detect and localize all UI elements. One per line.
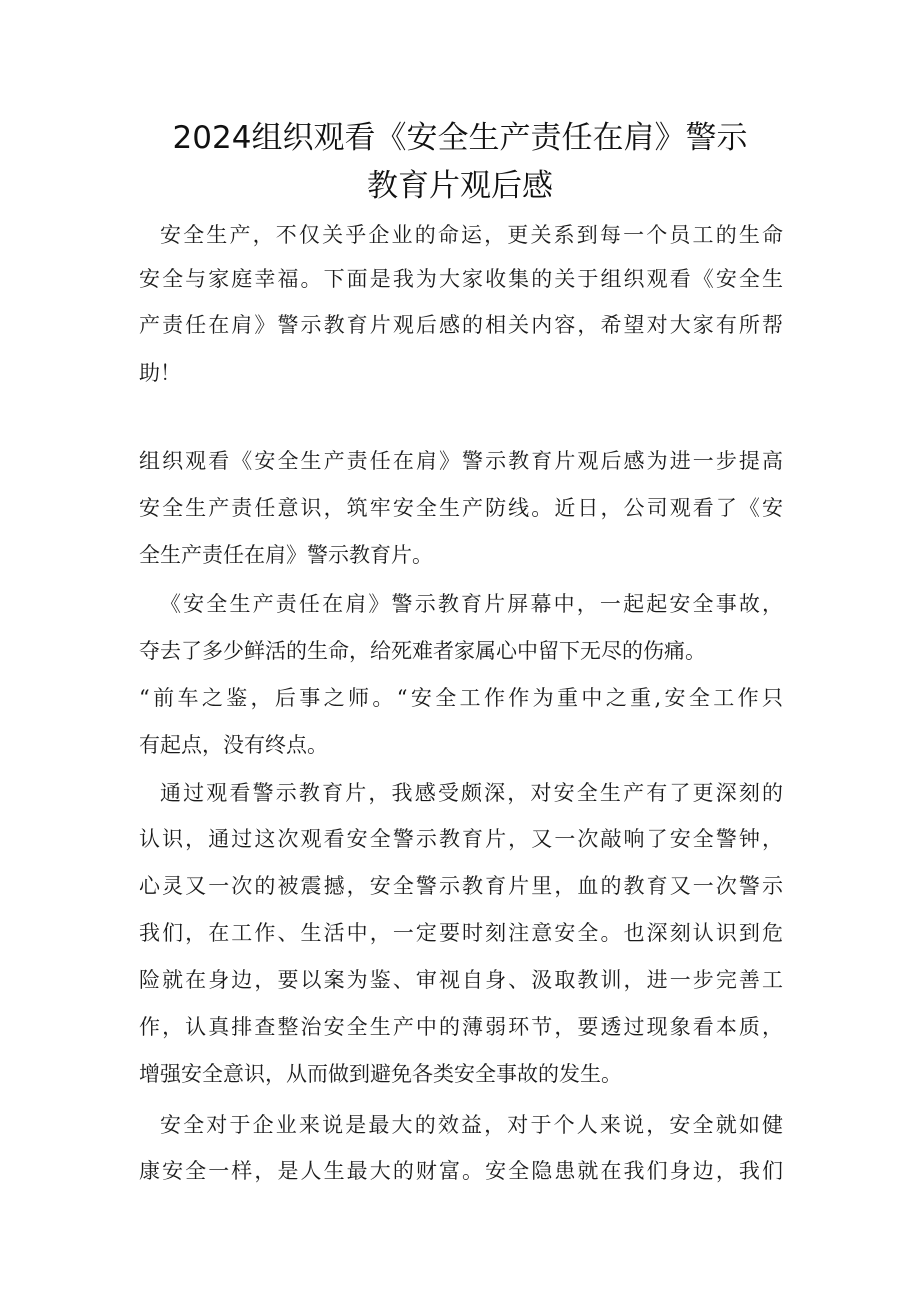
para2-line-4: 有起点，没有终点。 xyxy=(139,733,328,757)
para3-line-4: 我们，在工作、生活中，一定要时刻注意安全。也深刻认识到危 xyxy=(139,921,783,945)
para1-line-2: 安全生产责任意识，筑牢安全生产防线。近日，公司观看了《安 xyxy=(139,496,783,520)
para3-line-6: 作，认真排查整治安全生产中的薄弱环节，要透过现象看本质， xyxy=(139,1015,783,1039)
document-title-line-1: 2024组织观看《安全生产责任在肩》警示 xyxy=(172,120,748,156)
para2-line-1: 《安全生产责任在肩》警示教育片屏幕中，一起起安全事故， xyxy=(160,592,783,616)
document-title-line-2: 教育片观后感 xyxy=(367,168,553,204)
para3-line-7: 增强安全意识，从而做到避免各类安全事故的发生。 xyxy=(139,1062,622,1086)
intro-line-3: 产责任在肩》警示教育片观后感的相关内容，希望对大家有所帮 xyxy=(139,313,783,337)
para3-line-3: 心灵又一次的被震撼，安全警示教育片里，血的教育又一次警示 xyxy=(139,874,783,898)
intro-line-2: 安全与家庭幸福。下面是我为大家收集的关于组织观看《安全生 xyxy=(139,267,783,291)
para1-line-3: 全生产责任在肩》警示教育片。 xyxy=(139,543,433,567)
para3-line-5: 险就在身边，要以案为鉴、审视自身、汲取教训，进一步完善工 xyxy=(139,968,783,992)
para2-line-3: “前车之鉴，后事之师。“安全工作作为重中之重,安全工作只 xyxy=(139,686,783,710)
intro-line-4: 助！ xyxy=(139,361,181,385)
para2-line-2: 夺去了多少鲜活的生命，给死难者家属心中留下无尽的伤痛。 xyxy=(139,639,706,663)
para1-line-1: 组织观看《安全生产责任在肩》警示教育片观后感为进一步提高 xyxy=(139,449,783,473)
para4-line-1: 安全对于企业来说是最大的效益，对于个人来说，安全就如健 xyxy=(160,1113,783,1137)
intro-line-1: 安全生产，不仅关乎企业的命运，更关系到每一个员工的生命 xyxy=(160,223,783,247)
para4-line-2: 康安全一样，是人生最大的财富。安全隐患就在我们身边，我们 xyxy=(139,1159,783,1183)
para3-line-1: 通过观看警示教育片，我感受颇深，对安全生产有了更深刻的 xyxy=(160,781,783,805)
para3-line-2: 认识，通过这次观看安全警示教育片，又一次敲响了安全警钟， xyxy=(139,827,783,851)
